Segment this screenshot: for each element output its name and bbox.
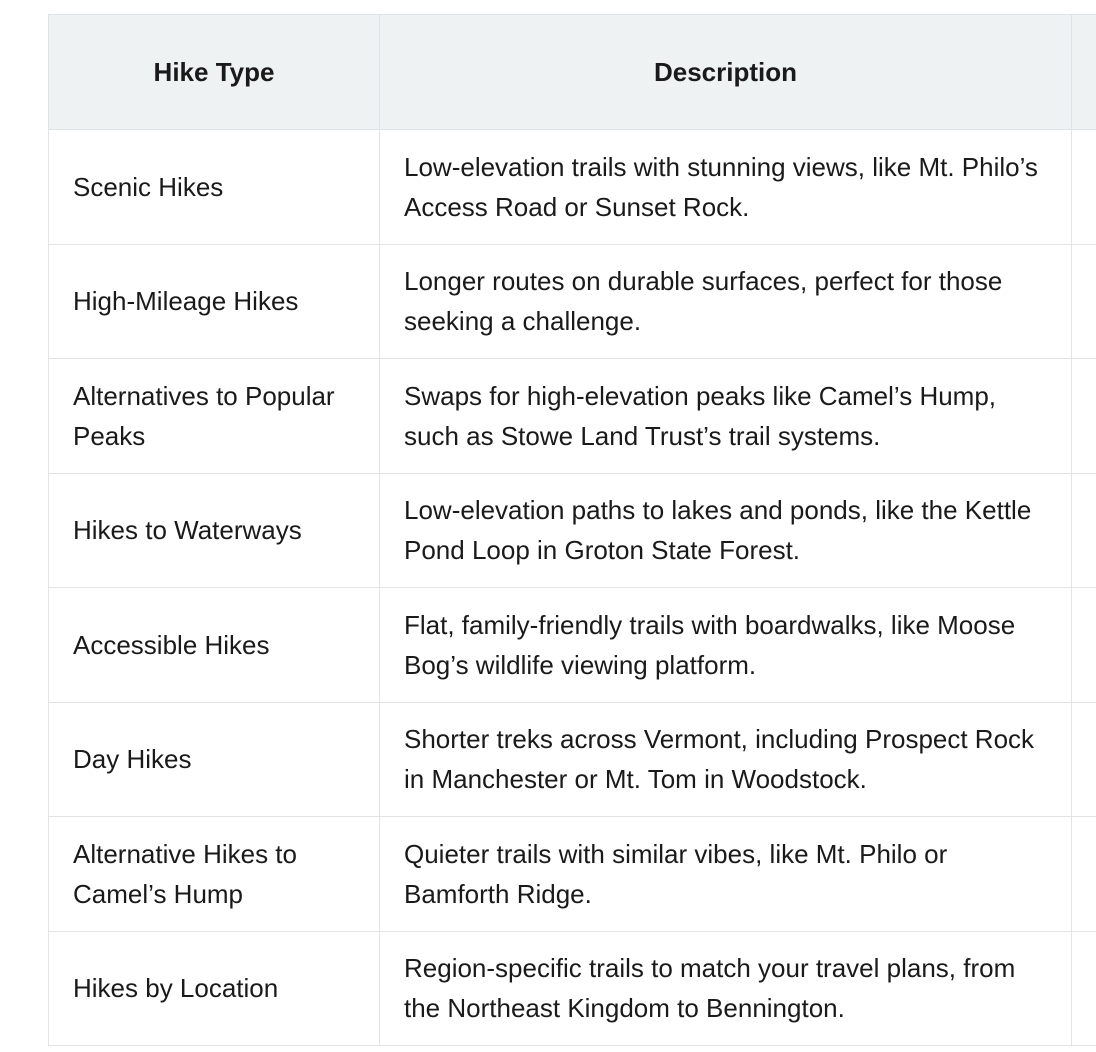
description-cell: Quieter trails with similar vibes, like Mt. Philo or Bamforth Ridge. [380,817,1072,932]
hike-type-cell: Hikes to Waterways [49,473,380,588]
hike-type-cell: Accessible Hikes [49,588,380,703]
description-cell: Swaps for high-elevation peaks like Camel’s Hump, such as Stowe Land Trust’s trail systems. [380,359,1072,474]
hike-types-table [48,14,1096,1046]
column-header-hike-type: Hike Type [49,15,380,130]
description-cell: Flat, family-friendly trails with boardwalks, like Moose Bog’s wildlife viewing platform. [380,588,1072,703]
cut-off-cell [1072,817,1096,932]
table-row [49,473,1096,588]
table-header-row [49,15,1096,130]
description-cell: Longer routes on durable surfaces, perfect for those seeking a challenge. [380,244,1072,359]
hike-table-container [48,14,1096,1046]
hike-type-cell: Hikes by Location [49,931,380,1046]
description-cell: Shorter treks across Vermont, including Prospect Rock in Manchester or Mt. Tom in Woodstock. [380,702,1072,817]
cut-off-cell [1072,588,1096,703]
table-row [49,931,1096,1046]
description-cell: Low-elevation paths to lakes and ponds, like the Kettle Pond Loop in Groton State Forest. [380,473,1072,588]
table-row [49,244,1096,359]
table-row [49,359,1096,474]
hike-type-cell: Scenic Hikes [49,130,380,245]
description-cell: Region-specific trails to match your travel plans, from the Northeast Kingdom to Bennington. [380,931,1072,1046]
cut-off-cell [1072,359,1096,474]
cut-off-cell [1072,130,1096,245]
description-cell: Low-elevation trails with stunning views, like Mt. Philo’s Access Road or Sunset Rock. [380,130,1072,245]
hike-type-cell: Alternative Hikes to Camel’s Hump [49,817,380,932]
column-header-cut-off [1072,15,1096,130]
cut-off-cell [1072,473,1096,588]
table-row [49,130,1096,245]
hike-type-cell: Alternatives to Popular Peaks [49,359,380,474]
cut-off-cell [1072,244,1096,359]
cut-off-cell [1072,931,1096,1046]
table-row [49,588,1096,703]
table-row [49,702,1096,817]
hike-type-cell: Day Hikes [49,702,380,817]
column-header-description: Description [380,15,1072,130]
table-row [49,817,1096,932]
hike-type-cell: High-Mileage Hikes [49,244,380,359]
cut-off-cell [1072,702,1096,817]
